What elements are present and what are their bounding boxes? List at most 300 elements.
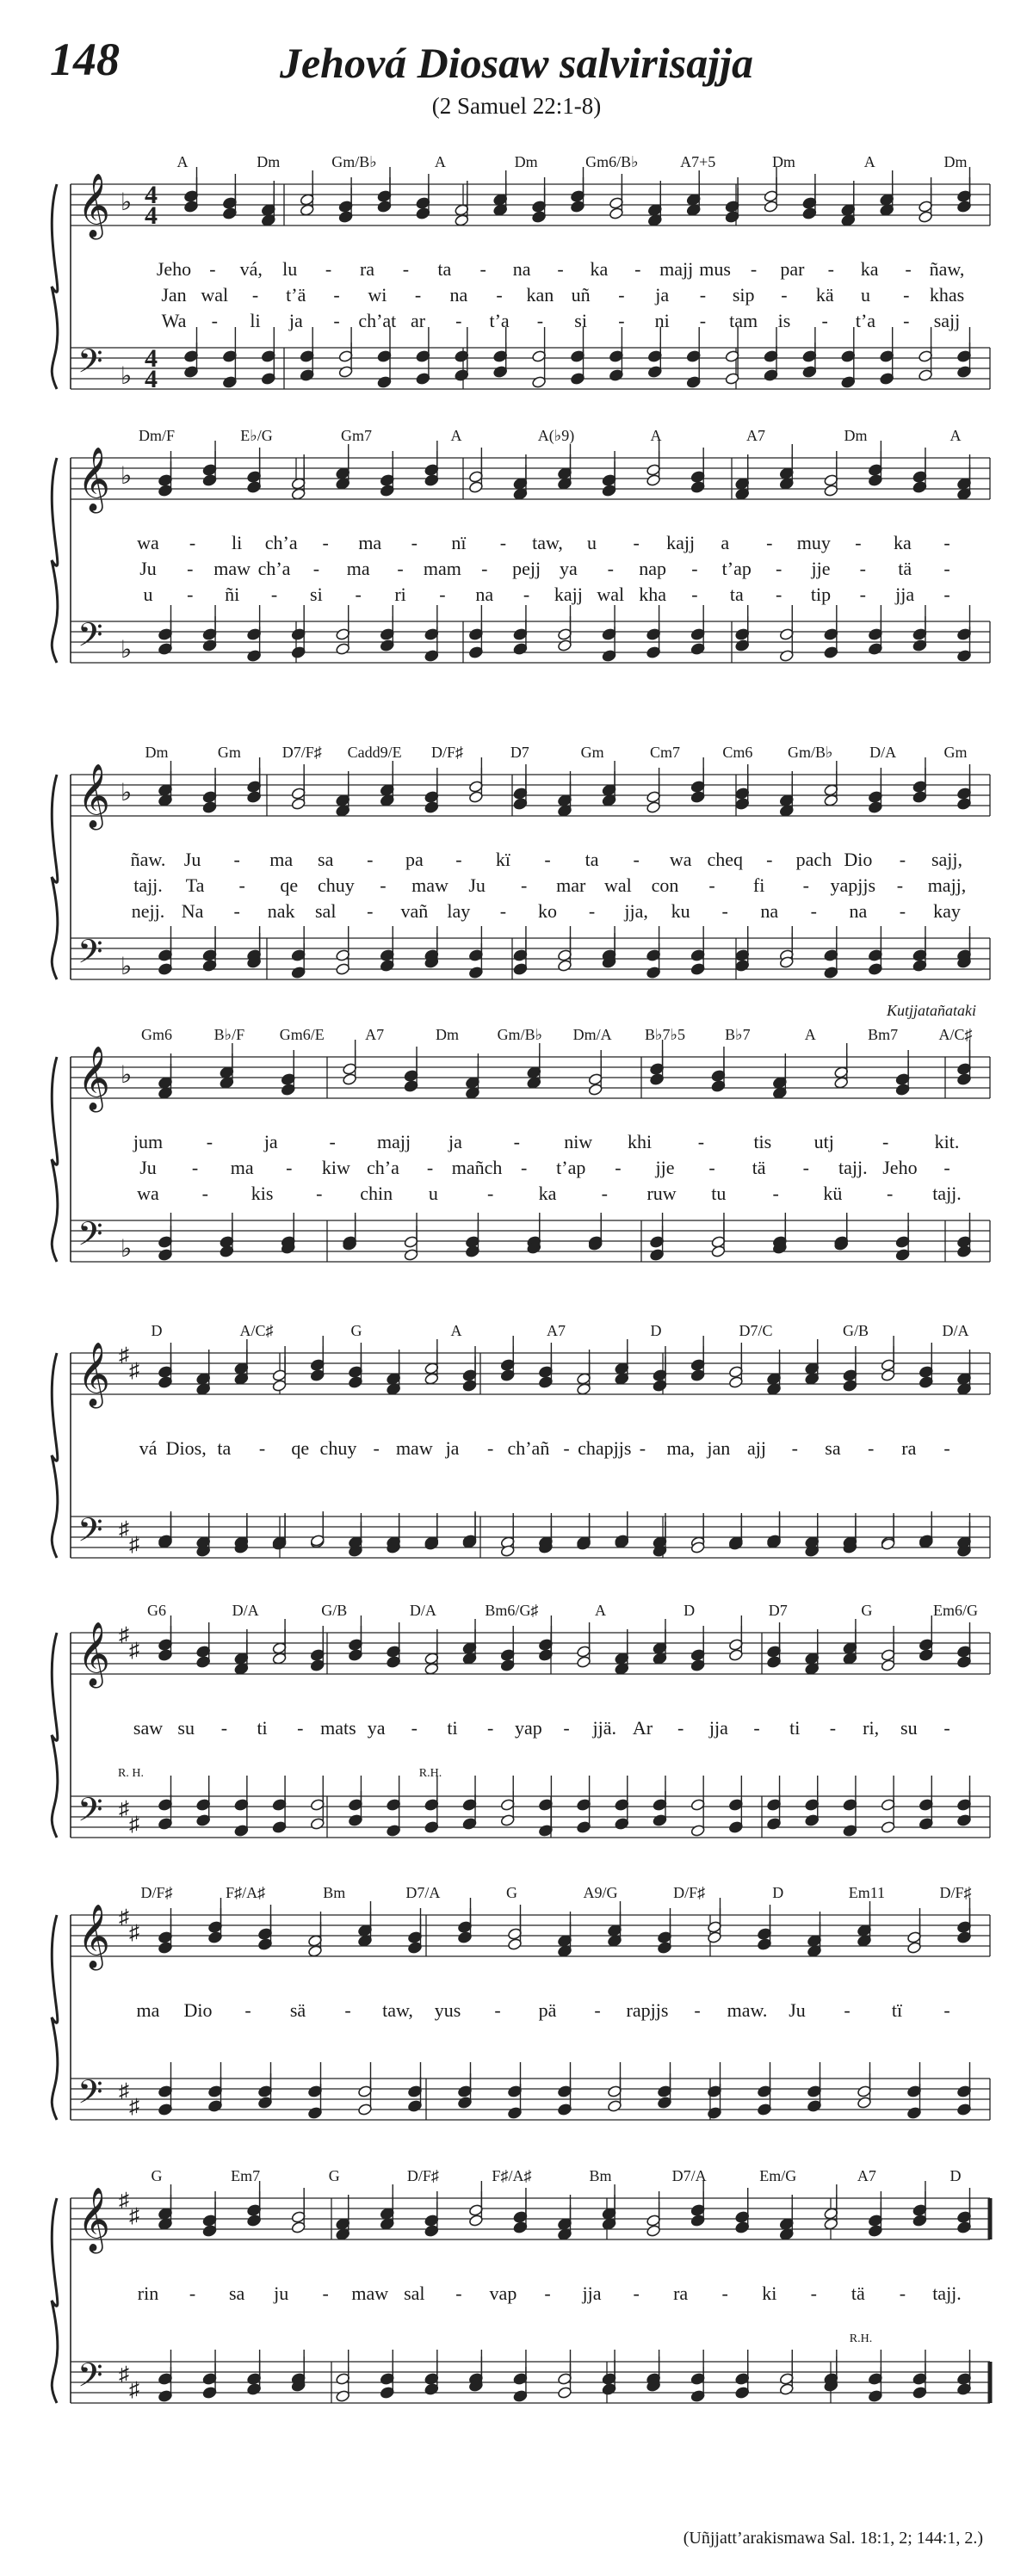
lyric-syllable: ch’a [367, 1157, 399, 1178]
bass-note [158, 2080, 172, 2116]
lyric-syllable: t’ap [721, 558, 752, 579]
lyric-syllable: sä [289, 1999, 306, 2021]
chord-symbol: A/C♯ [239, 1322, 274, 1339]
chord-symbol: A [949, 427, 962, 444]
lyric-syllable: - [607, 558, 614, 579]
lyric-syllable: ja [448, 1131, 462, 1152]
lyric-syllable: - [697, 1131, 705, 1152]
lyric-syllable: rapjjs [626, 1999, 669, 2021]
lyric-syllable: - [494, 1999, 501, 2021]
lyric-syllable: chin [360, 1183, 393, 1204]
lyric-syllable: sa [318, 849, 334, 870]
lyric-syllable: kä [815, 284, 834, 306]
lyric-syllable: - [821, 310, 828, 331]
lyric-syllable: - [344, 1999, 351, 2021]
lyric-syllable: sa [825, 1437, 841, 1459]
bass-note [843, 1518, 857, 1554]
lyric-syllable: sajj [933, 310, 961, 331]
lyric-syllable: tï [891, 1999, 903, 2021]
lyric-syllable: ki [762, 2283, 777, 2304]
lyric-syllable: - [677, 1717, 684, 1739]
lyric-syllable: tajj. [932, 2283, 962, 2304]
source-note: (Uñjjatt’arakismawa Sal. 18:1, 2; 144:1, 2.) [683, 2529, 983, 2548]
lyric-syllable: qe [280, 874, 299, 896]
system-brace [52, 2198, 58, 2403]
lyric-syllable: ka [894, 532, 912, 553]
chord-symbol: F♯/A♯ [226, 1884, 266, 1901]
lyric-syllable: wa [137, 1183, 159, 1204]
lyric-syllable: sa [228, 2283, 245, 2304]
lyric-syllable: t’ap [556, 1157, 586, 1178]
lyric-syllable: yap [515, 1717, 542, 1739]
lyric-syllable: - [380, 874, 387, 896]
lyric-syllable: ra [359, 258, 375, 280]
chord-symbol: Bm [323, 1884, 346, 1901]
chord-symbol: D/A [942, 1322, 969, 1339]
lyric-syllable: - [691, 584, 698, 605]
lyric-syllable: - [481, 558, 488, 579]
lyric-syllable: wi [368, 284, 387, 306]
chord-symbol: Em7 [231, 2167, 261, 2184]
lyric-syllable: - [615, 1157, 622, 1178]
chord-symbol: D/F♯ [140, 1884, 173, 1901]
lyric-syllable: - [487, 1717, 494, 1739]
lyric-syllable: - [187, 558, 194, 579]
chord-symbol: A [595, 1602, 607, 1619]
key-sharp-icon: ♯ [119, 1344, 129, 1367]
key-sharp-icon: ♯ [129, 2205, 139, 2227]
key-flat-icon: ♭ [121, 954, 133, 980]
lyric-syllable: ta [585, 849, 599, 870]
lyric-syllable: - [618, 284, 625, 306]
lyric-syllable: rin [137, 2283, 159, 2304]
lyric-syllable: t’a [855, 310, 876, 331]
lyric-syllable: lu [282, 258, 298, 280]
lyric-syllable: maw [213, 558, 251, 579]
lyric-syllable: ti [789, 1717, 801, 1739]
lyric-syllable: kiw [321, 1157, 350, 1178]
lyric-syllable: sajj, [931, 849, 963, 870]
lyric-syllable: Ju [789, 1999, 806, 2021]
lyric-syllable: jja [582, 2283, 602, 2304]
lyric-syllable: tä [851, 2283, 865, 2304]
lyric-syllable: kay [933, 900, 961, 922]
chord-symbol: A [804, 1026, 816, 1043]
lyric-syllable: - [781, 284, 788, 306]
lyric-syllable: - [694, 1999, 701, 2021]
lyric-syllable: ka [538, 1183, 557, 1204]
lyric-syllable: - [588, 900, 596, 922]
key-flat-icon: ♭ [121, 189, 133, 216]
system-brace [52, 1633, 58, 1838]
lyric-syllable: - [881, 1131, 889, 1152]
lyric-syllable: vañ [400, 900, 429, 922]
lyric-syllable: pach [795, 849, 832, 870]
lyric-syllable: - [618, 310, 625, 331]
bass-staff [71, 2079, 990, 2120]
lyric-syllable: - [455, 2283, 462, 2304]
lyric-syllable: - [355, 584, 362, 605]
chord-symbol: A7 [365, 1026, 385, 1043]
lyric-syllable: nejj. [131, 900, 165, 922]
lyric-syllable: - [708, 1157, 715, 1178]
lyric-syllable: li [231, 532, 243, 553]
lyric-syllable: tam [729, 310, 758, 331]
lyric-syllable: wal [201, 284, 229, 306]
lyric-syllable: - [943, 1717, 950, 1739]
lyric-syllable: kha [639, 584, 666, 605]
lyric-syllable: - [943, 1999, 950, 2021]
lyric-syllable: - [544, 2283, 551, 2304]
lyric-syllable: - [601, 1183, 608, 1204]
lyric-syllable: ma [346, 558, 370, 579]
lyric-syllable: ja [655, 284, 670, 306]
lyric-syllable: ñi [225, 584, 240, 605]
lyric-syllable: sip [732, 284, 755, 306]
lyric-syllable: - [251, 284, 259, 306]
bass-note [824, 623, 838, 659]
bass-note [690, 1518, 705, 1554]
lyric-syllable: - [316, 1183, 323, 1204]
lyric-syllable: lay [447, 900, 471, 922]
chord-symbol: A(♭9) [537, 427, 575, 444]
bass-note [424, 1515, 439, 1551]
chord-symbol: B♭7♭5 [645, 1026, 686, 1043]
lyric-syllable: ta [217, 1437, 232, 1459]
lyric-syllable: maw [351, 2283, 389, 2304]
lyric-syllable: - [479, 258, 486, 280]
lyric-syllable: kan [526, 284, 554, 306]
lyric-syllable: - [191, 1157, 199, 1178]
lyric-syllable: maw [395, 1437, 433, 1459]
bass-clef-icon: 𝄢 [77, 615, 103, 662]
lyric-syllable: na [760, 900, 779, 922]
chord-symbol: E♭/G [240, 427, 273, 444]
lyric-syllable: - [322, 2283, 329, 2304]
lyric-syllable: vá [139, 1437, 158, 1459]
chord-symbol: D [684, 1602, 696, 1619]
treble-clef-icon: 𝄞 [77, 1343, 110, 1406]
lyric-syllable: mar [556, 874, 586, 896]
scripture-reference: (2 Samuel 22:1-8) [431, 93, 602, 119]
lyric-syllable: ju [274, 2283, 289, 2304]
lyric-syllable: kit. [934, 1131, 960, 1152]
lyric-syllable: Dios, [165, 1437, 207, 1459]
lyric-syllable: - [521, 874, 528, 896]
lyric-syllable: vap [489, 2283, 517, 2304]
lyric-syllable: ñaw. [130, 849, 166, 870]
lyric-syllable: ruw [646, 1183, 677, 1204]
bass-note [646, 623, 660, 659]
lyric-syllable: - [189, 2283, 196, 2304]
key-sharp-icon: ♯ [129, 2096, 139, 2118]
chord-symbol: Dm [257, 153, 281, 170]
lyric-syllable: mañch [451, 1157, 503, 1178]
chord-symbol: A7 [547, 1322, 566, 1339]
lyric-syllable: - [325, 258, 332, 280]
bass-note [468, 623, 483, 659]
lyric-syllable: ja [263, 1131, 278, 1152]
system-brace [52, 1915, 58, 2120]
bass-note [234, 1518, 249, 1554]
time-signature-top: 4 [145, 181, 158, 209]
lyric-syllable: Dio [844, 849, 873, 870]
lyric-syllable: - [426, 1157, 434, 1178]
chord-symbol: Dm [145, 744, 169, 761]
bass-note [387, 1518, 401, 1554]
rh-marking: R.H. [849, 2332, 873, 2345]
chord-symbol: Gm6 [141, 1026, 172, 1043]
treble-clef-icon: 𝄞 [77, 448, 110, 511]
lyric-syllable: kï [495, 849, 510, 870]
lyric-syllable: - [233, 900, 240, 922]
lyric-syllable: qe [291, 1437, 310, 1459]
bass-note [281, 1219, 295, 1255]
lyric-syllable: kajj [554, 584, 583, 605]
lyric-syllable: ch’at [358, 310, 397, 331]
lyric-syllable: - [899, 849, 906, 870]
key-flat-icon: ♭ [121, 1062, 133, 1089]
lyric-syllable: - [887, 1183, 894, 1204]
hymn-number: 148 [50, 34, 120, 85]
lyric-syllable: - [189, 532, 196, 553]
chord-symbol: D7 [768, 1602, 788, 1619]
chord-symbol: Dm [943, 153, 968, 170]
chord-symbol: B♭/F [213, 1026, 245, 1043]
chord-symbol: G/B [842, 1322, 869, 1339]
rh-marking: R. H. [118, 1767, 144, 1780]
lyric-syllable: t’ä [286, 284, 306, 306]
lyric-syllable: nï [451, 532, 467, 553]
lyric-syllable: Ar [632, 1717, 653, 1739]
lyric-syllable: nap [639, 558, 666, 579]
lyric-syllable: majj, [927, 874, 967, 896]
key-sharp-icon: ♯ [119, 2080, 129, 2103]
treble-clef-icon: 𝄞 [77, 1905, 110, 1968]
chord-symbol: D/A [409, 1602, 436, 1619]
lyric-syllable: su [177, 1717, 195, 1739]
lyric-syllable: ma [358, 532, 382, 553]
lyric-syllable: na [849, 900, 868, 922]
lyric-syllable: - [367, 849, 374, 870]
bass-clef-icon: 𝄢 [77, 932, 103, 979]
lyric-syllable: - [903, 310, 910, 331]
lyric-syllable: u [587, 532, 597, 553]
chord-symbol: D/F♯ [406, 2167, 439, 2184]
bass-note [557, 2080, 572, 2116]
chord-symbol: D7 [510, 744, 529, 761]
lyric-syllable: chuy [317, 874, 355, 896]
chord-symbol: D [772, 1884, 784, 1901]
lyric-syllable: ya [367, 1717, 386, 1739]
lyric-syllable: Jan [161, 284, 187, 306]
lyric-syllable: ajj [747, 1437, 767, 1459]
lyric-syllable: - [373, 1437, 380, 1459]
lyric-syllable: - [322, 532, 329, 553]
lyric-syllable: - [753, 1717, 760, 1739]
lyric-syllable: - [402, 258, 410, 280]
lyric-syllable: yapjjs [830, 874, 876, 896]
lyric-syllable: jum [133, 1131, 164, 1152]
lyric-syllable: ma [230, 1157, 254, 1178]
lyric-syllable: ch’a [264, 532, 298, 553]
key-sharp-icon: ♯ [119, 1906, 129, 1929]
lyric-syllable: tä [898, 558, 912, 579]
lyric-syllable: nak [267, 900, 295, 922]
chord-symbol: Gm [943, 744, 968, 761]
bass-clef-icon: 𝄢 [77, 342, 103, 388]
lyric-syllable: ma [269, 849, 294, 870]
lyric-syllable: - [802, 1157, 809, 1178]
lyric-syllable: taw, [382, 1999, 413, 2021]
chord-symbol: A [863, 153, 875, 170]
bass-clef-icon: 𝄢 [77, 2073, 103, 2119]
lyric-syllable: Jeho [882, 1157, 918, 1178]
lyric-syllable: - [487, 1437, 494, 1459]
key-flat-icon: ♭ [121, 463, 133, 490]
lyric-syllable: su [900, 1717, 918, 1739]
lyric-syllable: - [766, 849, 773, 870]
chord-symbol: A7 [857, 2167, 876, 2184]
key-sharp-icon: ♯ [129, 1640, 139, 1662]
treble-staff [71, 1915, 990, 1956]
chord-symbol: A [176, 153, 189, 170]
lyric-syllable: - [333, 310, 340, 331]
lyric-syllable: ar [411, 310, 426, 331]
key-sharp-icon: ♯ [129, 2379, 139, 2401]
lyric-syllable: - [244, 1999, 251, 2021]
key-flat-icon: ♭ [121, 637, 133, 664]
lyric-syllable: - [487, 1183, 494, 1204]
lyric-syllable: a [721, 532, 730, 553]
chord-symbol: D7/F♯ [281, 744, 322, 761]
chord-symbol: A9/G [583, 1884, 618, 1901]
lyric-syllable: ch’añ [507, 1437, 550, 1459]
lyric-syllable: con [651, 874, 679, 896]
lyric-syllable: - [411, 1717, 418, 1739]
lyric-syllable: - [699, 284, 707, 306]
chord-symbol: Gm7 [341, 427, 372, 444]
chord-symbol: Dm [844, 427, 868, 444]
chord-symbol: G [151, 2167, 163, 2184]
treble-clef-icon: 𝄞 [77, 2188, 110, 2252]
chord-symbol: Bm6/G♯ [485, 1602, 539, 1619]
bass-clef-icon: 𝄢 [77, 1510, 103, 1557]
chord-symbol: D/F♯ [430, 744, 463, 761]
lyric-syllable: u [143, 584, 153, 605]
chord-symbol: A7 [746, 427, 765, 444]
lyric-syllable: tis [753, 1131, 772, 1152]
key-sharp-icon: ♯ [119, 1624, 129, 1646]
lyric-syllable: majj [376, 1131, 411, 1152]
lyric-syllable: wa [669, 849, 692, 870]
lyric-syllable: - [455, 849, 462, 870]
lyric-syllable: wal [603, 874, 632, 896]
chord-symbol: A7+5 [680, 153, 716, 170]
lyric-syllable: ku [671, 900, 690, 922]
hymn-title: Jehová Diosaw salvirisajja [279, 39, 754, 87]
lyric-syllable: - [943, 1437, 950, 1459]
lyric-syllable: Dio [183, 1999, 213, 2021]
chord-symbol: D/F♯ [939, 1884, 972, 1901]
lyric-syllable: u [860, 284, 870, 306]
lyric-syllable: - [810, 2283, 817, 2304]
treble-clef-icon: 𝄞 [77, 764, 110, 828]
lyric-syllable: fi [752, 874, 765, 896]
lyric-syllable: pejj [512, 558, 541, 579]
system-brace [52, 458, 58, 663]
treble-clef-icon: 𝄞 [77, 174, 110, 238]
lyric-syllable: utj [813, 1131, 834, 1152]
lyric-syllable: ko [538, 900, 557, 922]
lyric-syllable: - [791, 1437, 798, 1459]
lyric-syllable: tajj. [932, 1183, 962, 1204]
bass-clef-icon: 𝄢 [77, 2356, 103, 2402]
lyric-syllable: vá, [239, 258, 263, 280]
key-sharp-icon: ♯ [129, 1922, 139, 1944]
lyric-syllable: - [896, 874, 904, 896]
system-brace [52, 1057, 58, 1262]
chord-symbol: Dm/A [572, 1026, 612, 1043]
lyric-syllable: - [899, 2283, 906, 2304]
lyric-syllable: - [329, 1131, 336, 1152]
key-flat-icon: ♭ [121, 780, 133, 806]
lyric-syllable: uñ [571, 284, 591, 306]
bass-note [757, 2080, 771, 2116]
key-flat-icon: ♭ [121, 1236, 133, 1263]
key-sharp-icon: ♯ [129, 1813, 139, 1836]
chord-symbol: G6 [147, 1602, 166, 1619]
chord-symbol: Dm [435, 1026, 459, 1043]
lyric-syllable: - [187, 584, 194, 605]
lyric-syllable: - [521, 1157, 528, 1178]
bass-clef-icon: 𝄢 [77, 1214, 103, 1261]
chord-symbol: Cm7 [650, 744, 681, 761]
lyric-syllable: jan [707, 1437, 731, 1459]
lyric-syllable: si [574, 310, 587, 331]
treble-clef-icon: 𝄞 [77, 1622, 110, 1686]
lyric-syllable: jjä. [592, 1717, 617, 1739]
lyric-syllable: - [859, 558, 866, 579]
lyric-syllable: ri [394, 584, 406, 605]
lyric-syllable: tajj. [838, 1157, 868, 1178]
bass-note [291, 623, 306, 659]
lyric-syllable: - [943, 532, 950, 553]
bass-note [576, 1515, 591, 1551]
chord-symbol: Gm [217, 744, 241, 761]
chord-symbol: B♭7 [725, 1026, 751, 1043]
lyric-syllable: - [209, 258, 216, 280]
lyric-syllable: tu [711, 1183, 727, 1204]
lyric-syllable: - [411, 532, 418, 553]
chord-symbol: Gm6/B♭ [585, 153, 639, 170]
lyric-syllable: - [766, 532, 773, 553]
lyric-syllable: wa [137, 532, 159, 553]
lyric-syllable: - [721, 2283, 728, 2304]
chord-symbol: Bm [589, 2167, 612, 2184]
bass-note [728, 1515, 743, 1551]
chord-symbol: D/A [232, 1602, 259, 1619]
lyric-syllable: - [312, 558, 320, 579]
lyric-syllable: - [544, 849, 551, 870]
lyric-syllable: ti [447, 1717, 458, 1739]
lyric-syllable: tip [810, 584, 832, 605]
lyric-syllable: mam [423, 558, 461, 579]
key-flat-icon: ♭ [121, 363, 133, 390]
chord-symbol: G [505, 1884, 517, 1901]
lyric-syllable: ta [729, 584, 744, 605]
lyric-syllable: - [750, 258, 758, 280]
